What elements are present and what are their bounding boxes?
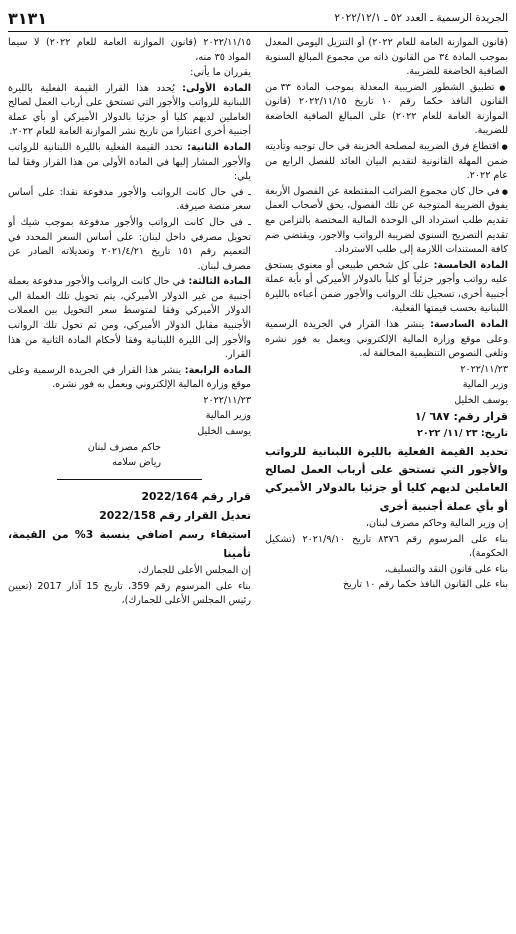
list-item: ـ في حال كانت الرواتب والأجور مدفوعة بموجب شيك أو تحويل مصرفي داخل لبنان: على أساس السعر المحدد في التعميم رقم ١٥١ تاريخ ٢٠٢١/٤/٢١ وتعديلاته الصادر عن مصرف لبنان. <box>8 216 251 272</box>
decision-date: ٢٠٢٢/١١/٢٣ <box>460 363 508 375</box>
signatory-name: يوسف الخليل <box>197 426 251 438</box>
article-4 <box>8 364 251 393</box>
signatory-title: وزير المالية <box>462 379 508 391</box>
signatory-name: يوسف الخليل <box>454 394 508 406</box>
decision-date: ٢٠٢٢/١١/٢٣ <box>203 394 251 406</box>
left-column <box>8 36 251 926</box>
article-text: على كل شخص طبيعي أو معنوي يستحق عليه رواتب وأجور جزئياً أو كلياً بالدولار الأميركي أو بأية عملة أجنبية أخرى، تسجيل تلك الرواتب والأجور ضمن أعباءه بالليرة اللبنانية بحسب قيمتها الفعلية. <box>265 259 508 315</box>
article-text: ينشر هذا القرار في الجريدة الرسمية وعلى موقع وزارة المالية الإلكتروني ويعمل به فور نشره وتلغى النصوص التنظيمية المخالفة له. <box>265 318 508 360</box>
gazette-title: الجريدة الرسمية ـ العدد ٥٢ ـ ٢٠٢٢/١٢/١ <box>334 12 508 24</box>
page-header <box>8 6 508 30</box>
preamble-line: بناء على المرسوم رقم ٨٣٧٦ تاريخ ٢٠٢١/٩/١٠ (تشكيل الحكومة)، <box>265 533 508 560</box>
article-label: المادة الثانية: <box>187 142 251 154</box>
article-label: المادة الرابعة: <box>184 364 251 376</box>
signatory-title: حاكم مصرف لبنان <box>87 441 161 453</box>
article-text: تحدد القيمة الفعلية بالليرة اللبنانية للرواتب والأجور المشار إليها في المادة الأولى من هذا القرار وفقا لما يلي: <box>8 142 251 183</box>
article-text: يُحدد هذا القرار القيمة الفعلية بالليرة اللبنانية للرواتب والأجور التي تستحق على أرباب العمل لصالح العاملين لديهم كليا أو جزئيا بالدولار الأميركي أو بأي عملة أجنبية أخرى اعتبارا من تاريخ نشر الموازنة العامة للعام ٢٠٢٢. <box>8 82 251 138</box>
article-label: المادة الثالثة: <box>188 276 251 288</box>
article-2 <box>8 141 251 185</box>
article-1 <box>8 82 251 140</box>
preamble-line: إن المجلس الأعلى للجمارك، <box>137 565 251 577</box>
header-rule <box>8 31 508 32</box>
article-3 <box>8 275 251 362</box>
paragraph: ٢٠٢٢/١١/١٥ (قانون الموازنة العامة للعام ٢٠٢٢) لا سيما المواد ٣٥ منه، <box>8 37 251 63</box>
paragraph: (قانون الموازنة العامة للعام ٢٠٢٢) أو التنزيل اليومي المعدل بموجب المادة ٣٤ من القانون ذاته من مجموع المبالغ السنوية الصافية الخاضعة للضريبة. <box>265 37 508 78</box>
decision-number: قرار رقم: ٦٨٧ /١ <box>414 410 508 424</box>
preamble-line: بناء على المرسوم رقم 359، تاريخ 15 آذار 2017 (تعيين رئيس المجلس الأعلى للجمارك)، <box>8 580 251 607</box>
decision-date-line: تاريخ: ٢٣ /١١/ ٢٠٢٢ <box>416 428 508 440</box>
bullet-paragraph: ● اقتطاع فرق الضريبة لمصلحة الخزينة في حال توجبه وتأديته ضمن المهلة القانونية لتقديم البيان العائد للفصل الرابع من عام ٢٠٢٢. <box>265 140 508 184</box>
article-label: المادة الأولى: <box>182 82 251 94</box>
decision-subject: تحديد القيمة الفعلية بالليرة اللبنانية للرواتب والأجور التي تستحق على أرباب العمل لصالح العاملين لديهم كليا أو جزئيا بالدولار الأميركي أو بأي عملة أجنبية أخرى <box>265 444 508 513</box>
preamble-line: بناء على قانون النقد والتسليف، <box>384 563 508 575</box>
decision-subject: استيفاء رسم اضافي بنسبة 3% من القيمة، تأمينا <box>8 528 251 560</box>
bullet-paragraph: ● في حال كان مجموع الضرائب المقتطعة عن الفصول الأربعة يفوق الضريبة المتوجبة عن تلك الفصول، يحق لأصحاب العمل تقديم طلب استرداد الى الوحدة المالية المختصة بالتزامن مع تقديم التصريح السنوي لضريبة الرواتب والاجور، ويقتضي ضم كافة المستندات اللازمة إلى طلب الاسترداد. <box>265 185 508 258</box>
separator <box>57 479 203 480</box>
article-text: ينشر هذا القرار في الجريدة الرسمية وعلى موقع وزارة المالية الإلكتروني ويعمل به فور نشره. <box>8 364 251 391</box>
signatory-name: رياض سلامه <box>112 457 161 469</box>
page-number: ٣١٣١ <box>8 8 48 28</box>
right-column <box>265 36 508 926</box>
signatory-title: وزير المالية <box>205 410 251 422</box>
decision-clause: يقرران ما يأتي: <box>190 67 251 79</box>
preamble-line: بناء على القانون النافذ حكما رقم ١٠ تاريخ <box>342 579 508 591</box>
columns <box>8 36 508 926</box>
preamble-line: إن وزير المالية وحاكم مصرف لبنان، <box>365 518 508 530</box>
list-item: ـ في حال كانت الرواتب والأجور مدفوعة نقدا: على أساس سعر منصة صيرفة. <box>8 186 251 213</box>
article-5 <box>265 259 508 317</box>
decision-number: قرار رقم 2022/164 <box>141 489 251 503</box>
article-label: المادة الخامسة: <box>433 259 508 271</box>
article-6 <box>265 318 508 362</box>
decision-amendment: تعديل القرار رقم 2022/158 <box>99 509 251 523</box>
article-text: في حال كانت الرواتب والأجور مدفوعة بعملة أجنبية من غير الدولار الأميركي، يتم تحويل تلك العملة الى الدولار الأميركي وفقا لمتوسط سعر التحويل بين العملات الأجنبية مقابل الدولار الأميركي، ومن ثم تحول تلك الرواتب والأجور إلى الليرة اللبنانية وفقا لأحكام المادة الثانية من هذا القرار. <box>8 276 251 361</box>
bullet-paragraph: ● تطبيق الشطور الضريبية المعدلة بموجب المادة ٣٣ من القانون النافذ حكما رقم ١٠ تاريخ ٢٠٢٢/١١/١٥ (قانون الموازنة العامة للعام ٢٠٢٢) على المبالغ الصافية الخاضعة للضريبة. <box>265 81 508 139</box>
article-label: المادة السادسة: <box>430 318 508 330</box>
